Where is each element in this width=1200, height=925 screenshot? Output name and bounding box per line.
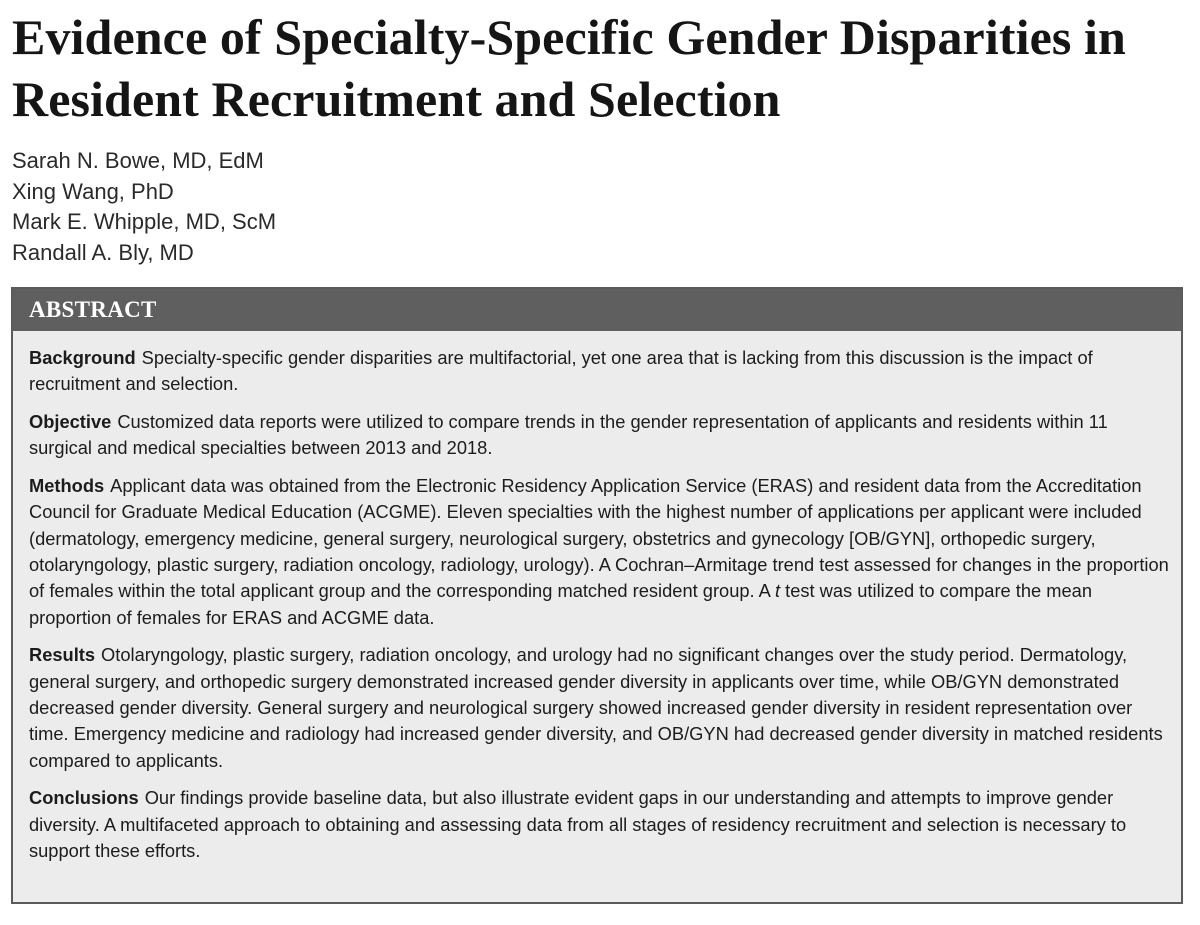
section-text: Otolaryngology, plastic surgery, radiation oncology, and urology had no significant changes over the study period. Dermatology, general surgery, and orthopedic surgery demonstrated increased gender diversity in applicants over time, while OB/GYN demonstrated decreased gender diversity. General surgery and neurological surgery showed increased gender diversity in resident representation over time. Emergency medicine and radiology had increased gender diversity, and OB/GYN had decreased gender diversity in matched residents compared to applicants.	[29, 644, 1163, 771]
author-name: Mark E. Whipple, MD, ScM	[12, 209, 277, 234]
abstract-box	[11, 287, 1183, 904]
author-list	[12, 146, 276, 268]
abstract-section-results	[29, 642, 1169, 773]
section-text: Our findings provide baseline data, but also illustrate evident gaps in our understanding and attempts to improve gender diversity. A multifaceted approach to obtaining and assessing data from all stages of residency recruitment and selection is necessary to support these efforts.	[29, 787, 1127, 862]
section-label: Background	[29, 347, 136, 368]
section-text: Applicant data was obtained from the Electronic Residency Application Service (ERAS) and resident data from the Accreditation Council for Graduate Medical Education (ACGME). Eleven specialties with the highest number of applications per applicant were included (dermatology, emergency medicine, general surgery, neurological surgery, obstetrics and gynecology [OB/GYN], orthopedic surgery, otolaryngology, plastic surgery, radiation oncology, radiology, urology). A Cochran–Armitage trend test assessed for changes in the proportion of females within the total applicant group and the corresponding matched resident group. A	[29, 475, 1169, 602]
italic-t: t	[774, 580, 781, 602]
author-name: Sarah N. Bowe, MD, EdM	[12, 148, 264, 173]
section-label: Objective	[29, 411, 112, 433]
section-label: Methods	[29, 475, 105, 497]
author-name: Xing Wang, PhD	[12, 178, 174, 204]
section-text-continued: test was utilized to compare the mean proportion of females for ERAS and ACGME data.	[29, 580, 1092, 628]
section-text: Specialty-specific gender disparities are multifactorial, yet one area that is lacking from this discussion is the impact of recruitment and selection.	[29, 347, 1093, 395]
section-text: Customized data reports were utilized to compare trends in the gender representation of applicants and residents within 11 surgical and medical specialties between 2013 and 2018.	[29, 411, 1108, 459]
abstract-section-methods	[29, 473, 1169, 631]
abstract-section-objective	[29, 409, 1169, 462]
section-label: Results	[29, 644, 96, 666]
abstract-header: ABSTRACT	[13, 289, 1181, 331]
paper-title: Evidence of Specialty-Specific Gender Disparities in Resident Recruitment and Selection	[12, 9, 1126, 127]
abstract-section-conclusions	[29, 785, 1169, 864]
section-label: Conclusions	[29, 787, 139, 809]
author-name: Randall A. Bly, MD	[12, 239, 194, 265]
abstract-section-background	[29, 345, 1169, 398]
abstract-body	[13, 331, 1181, 864]
